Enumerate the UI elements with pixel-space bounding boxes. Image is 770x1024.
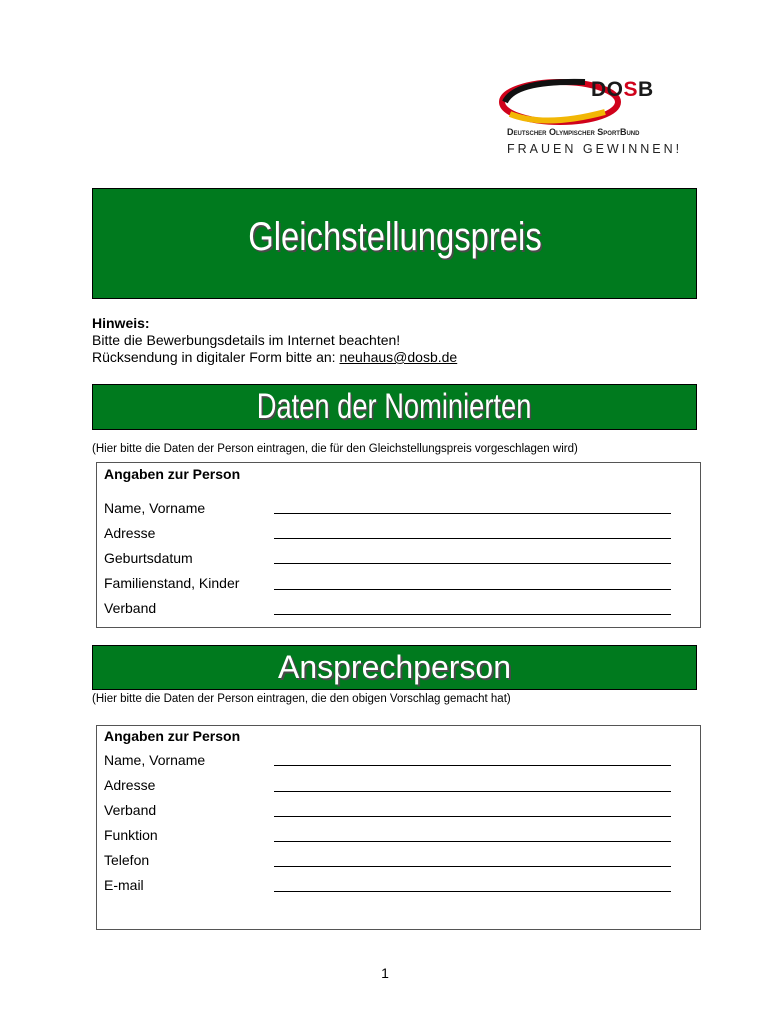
nominee-note: (Hier bitte die Daten der Person eintragen, die für den Gleichstellungspreis vorgeschlagen wird) xyxy=(92,443,578,455)
page-number: 1 xyxy=(381,965,389,981)
contact-box-title: Angaben zur Person xyxy=(104,728,241,744)
contact-form-box xyxy=(96,725,701,930)
nominee-field-label: Adresse xyxy=(104,525,156,541)
hint-line1: Bitte die Bewerbungsdetails im Internet beachten! xyxy=(92,332,401,348)
contact-function-input[interactable] xyxy=(274,841,671,842)
nominee-field-label: Name, Vorname xyxy=(104,500,206,516)
nominee-box-title: Angaben zur Person xyxy=(104,466,241,482)
logo-brand: DOSB xyxy=(591,78,654,101)
contact-association-input[interactable] xyxy=(274,816,671,817)
contact-field-label: Name, Vorname xyxy=(104,752,206,768)
contact-banner xyxy=(92,645,697,690)
dosb-logo xyxy=(485,72,685,167)
nominee-association-input[interactable] xyxy=(274,614,671,615)
contact-address-input[interactable] xyxy=(274,791,671,792)
hint-block xyxy=(92,315,457,366)
hint-heading: Hinweis: xyxy=(92,315,150,331)
nominee-field-label: Geburtsdatum xyxy=(104,550,193,566)
email-link[interactable]: neuhaus@dosb.de xyxy=(339,349,458,365)
nominee-field-label: Familienstand, Kinder xyxy=(104,575,240,591)
nominee-banner xyxy=(92,384,697,430)
contact-field-label: Telefon xyxy=(104,852,150,868)
nominee-field-label: Verband xyxy=(104,600,157,616)
contact-email-input[interactable] xyxy=(274,891,671,892)
contact-phone-input[interactable] xyxy=(274,866,671,867)
contact-name-input[interactable] xyxy=(274,765,671,766)
logo-line1: Deutscher Olympischer SportBund xyxy=(507,127,640,137)
hint-line2-prefix: Rücksendung in digitaler Form bitte an: xyxy=(92,349,340,365)
nominee-heading: Daten der Nominierten xyxy=(257,387,532,426)
nominee-birthdate-input[interactable] xyxy=(274,563,671,564)
contact-heading: Ansprechperson xyxy=(277,649,512,685)
nominee-form-box xyxy=(96,462,701,628)
hint-line2 xyxy=(92,349,457,366)
nominee-family-input[interactable] xyxy=(274,589,671,590)
contact-field-label: Verband xyxy=(104,802,157,818)
nominee-address-input[interactable] xyxy=(274,538,671,539)
title-banner xyxy=(92,188,697,299)
logo-line2: FRAUEN GEWINNEN! xyxy=(507,142,683,156)
page-title: Gleichstellungspreis xyxy=(247,215,542,259)
nominee-name-input[interactable] xyxy=(274,513,671,514)
contact-field-label: Adresse xyxy=(104,777,156,793)
contact-note: (Hier bitte die Daten der Person eintragen, die den obigen Vorschlag gemacht hat) xyxy=(92,693,511,705)
contact-field-label: E-mail xyxy=(104,877,144,893)
contact-field-label: Funktion xyxy=(104,827,158,843)
